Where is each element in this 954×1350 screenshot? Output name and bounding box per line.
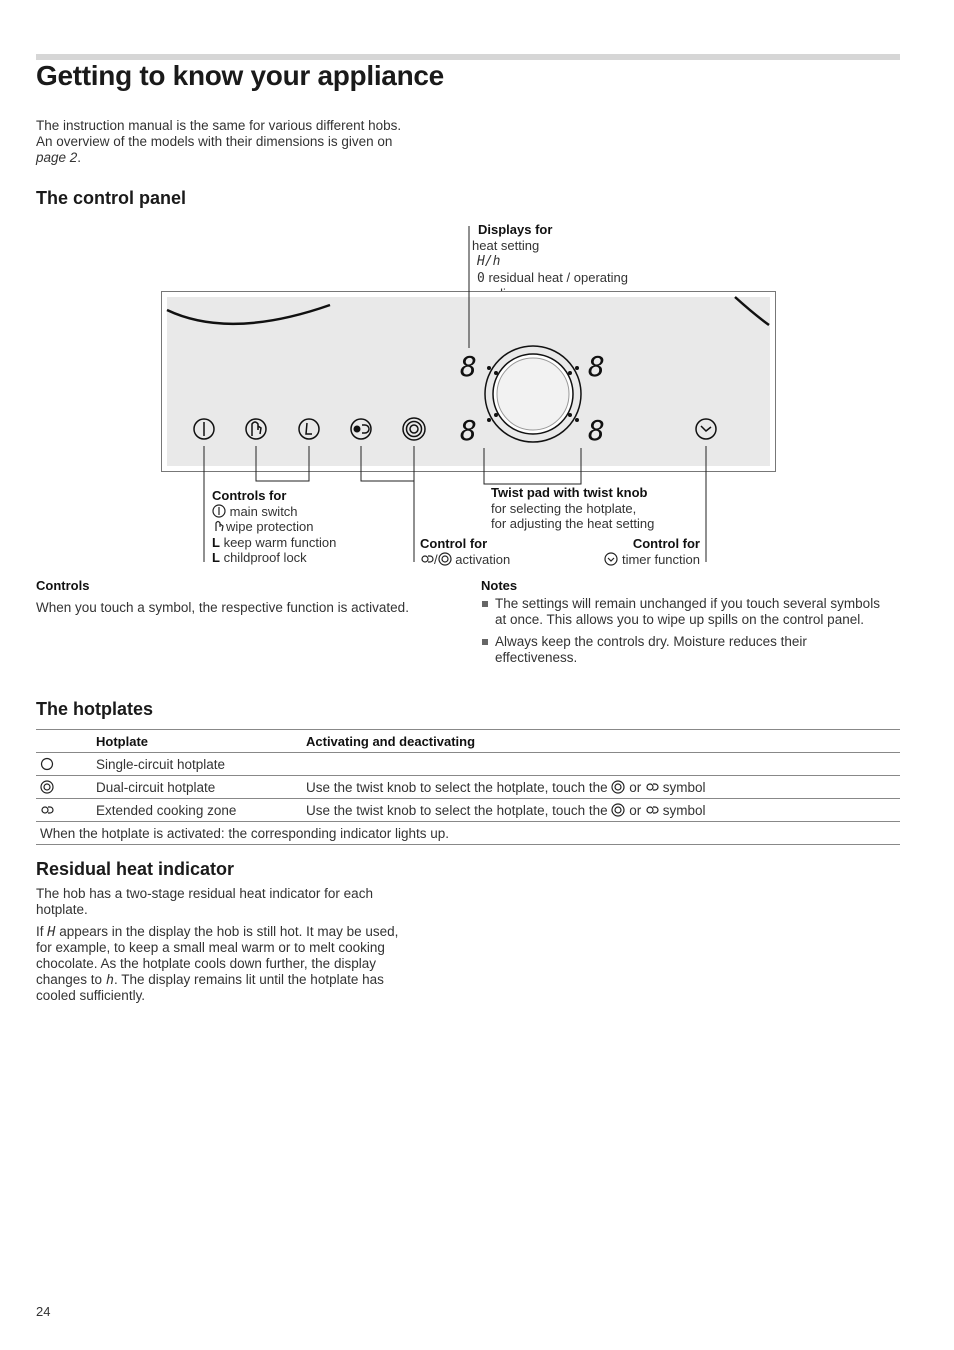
display-digit: 8: [588, 350, 605, 383]
page-number: 24: [36, 1304, 51, 1319]
col-activating: Activating and deactivating: [306, 733, 476, 749]
controls-heading: Controls: [36, 578, 90, 593]
note-item: The settings will remain unchanged if you touch several symbols at once. This allows you to wipe up spills on the control panel.: [481, 596, 881, 628]
hotplate-arc-left: [167, 305, 330, 324]
twist-pad-label: Twist pad with twist knob for selecting the hotplate, for adjusting the heat setting: [491, 485, 655, 531]
keep-warm-icon: [299, 419, 319, 439]
dual-circuit-icon: [611, 780, 625, 794]
displays-label: Displays for heat setting H/h 0 residual heat / operating: [472, 222, 628, 286]
single-circuit-icon: [40, 757, 54, 771]
main-switch-icon: [194, 419, 214, 439]
residual-glyph-H: H: [47, 924, 56, 940]
dual-circuit-icon: [40, 780, 54, 794]
dual-circuit-icon: [403, 418, 425, 440]
notes-list: [481, 596, 881, 672]
dual-circuit-icon: [611, 803, 625, 817]
col-hotplate: Hotplate: [96, 733, 148, 749]
intro-line-2: An overview of the models with their dimensions is given on: [36, 134, 393, 149]
timer-icon: [696, 419, 716, 439]
display-digit: 8: [460, 414, 477, 447]
controls-for-label: Controls for main switch wipe protection L keep warm function L childproof lock: [212, 488, 337, 565]
residual-paragraph-2: If H appears in the display the hob is still hot. It may be used, for example, to keep a small meal warm or to melt cooking chocolate. As the hotplate cools down further, the display changes to h. The display remains lit until the hotplate has cooled sufficiently.: [36, 924, 399, 1003]
control-activation-label: Control for / activation: [420, 536, 511, 567]
control-panel-heading: The control panel: [36, 188, 187, 208]
controls-text: When you touch a symbol, the respective function is activated.: [36, 600, 409, 615]
table-row: Dual-circuit hotplate Use the twist knob to select the hotplate, touch the or symbol: [36, 776, 900, 799]
intro-paragraph: The instruction manual is the same for various different hobs. An overview of the models with their dimensions is given on page 2.: [36, 118, 456, 166]
hotplate-arc-right: [735, 297, 769, 325]
hotplates-table: [36, 729, 900, 845]
extended-zone-icon: [645, 803, 659, 817]
control-timer-label: Control for timer function: [590, 536, 700, 567]
wipe-protection-icon: [246, 419, 266, 439]
wipe-protection-icon: [212, 519, 226, 533]
table-header-row: [36, 730, 900, 753]
table-row: Single-circuit hotplate: [36, 753, 900, 776]
control-panel-diagram: [0, 0, 954, 600]
extended-zone-icon: [40, 803, 54, 817]
page-link[interactable]: page 2: [36, 150, 78, 165]
dual-circuit-icon: [438, 552, 452, 566]
residual-glyph-h: h: [105, 972, 114, 988]
residual-paragraph-1: The hob has a two-stage residual heat indicator for each hotplate.: [36, 886, 373, 917]
table-row: Extended cooking zone Use the twist knob to select the hotplate, touch the or symbol: [36, 799, 900, 822]
table-footer-row: When the hotplate is activated: the corresponding indicator lights up.: [36, 822, 900, 845]
twist-knob-icon: [485, 346, 581, 442]
hotplates-heading: The hotplates: [36, 699, 154, 719]
extended-zone-icon: [420, 552, 434, 566]
display-digit: 8: [460, 350, 477, 383]
extended-zone-icon: [645, 780, 659, 794]
intro-line-1: The instruction manual is the same for various different hobs.: [36, 118, 402, 133]
main-switch-icon: [212, 504, 226, 518]
extended-zone-icon: [351, 419, 371, 439]
note-item: Always keep the controls dry. Moisture reduces their effectiveness.: [481, 634, 881, 666]
display-digit: 8: [588, 414, 605, 447]
timer-icon: [604, 552, 618, 566]
notes-heading: Notes: [481, 578, 518, 593]
page-title: Getting to know your appliance: [36, 60, 444, 91]
residual-heading: Residual heat indicator: [36, 859, 235, 879]
